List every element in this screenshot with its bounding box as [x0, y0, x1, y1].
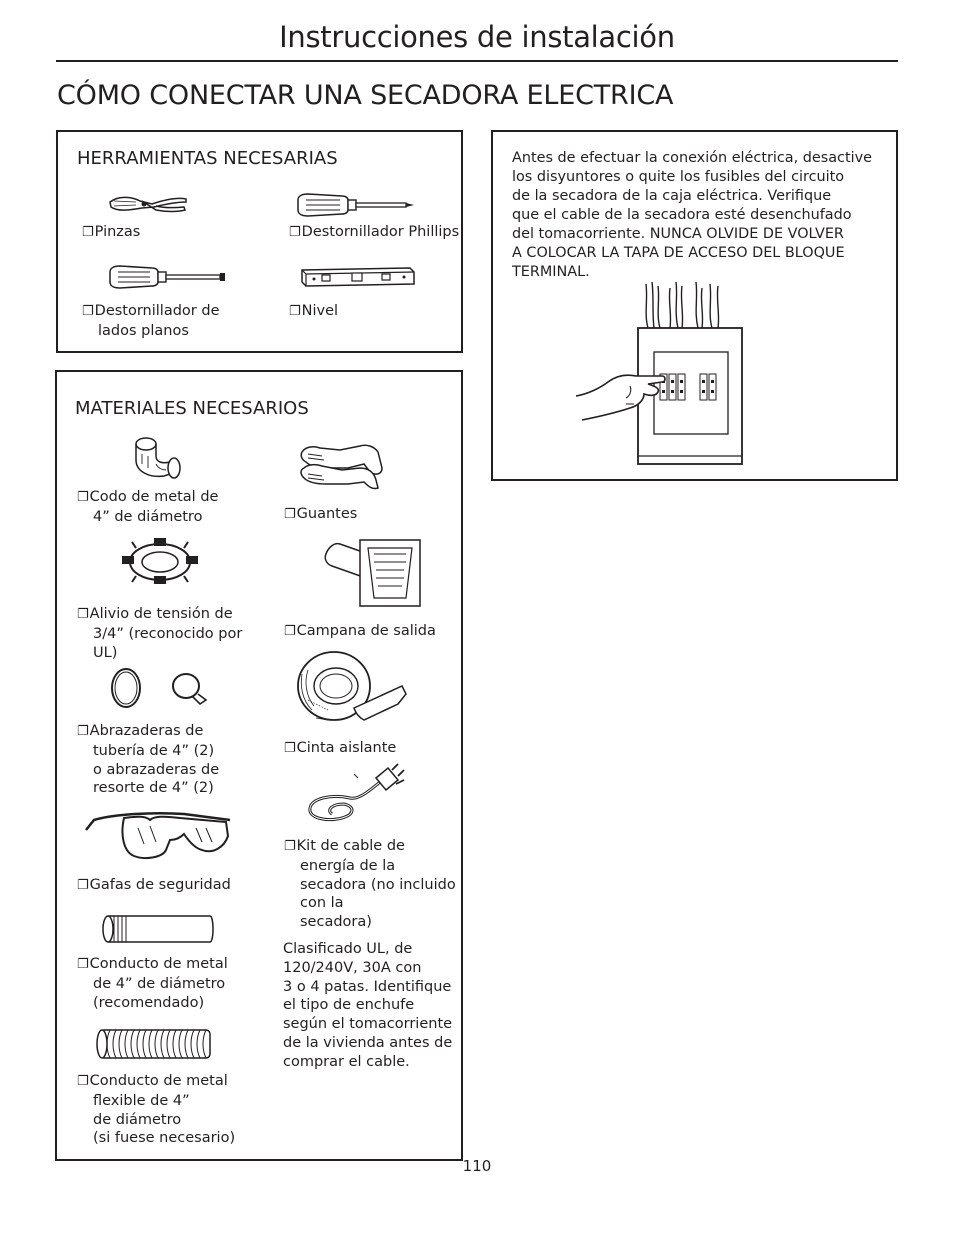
header-divider	[56, 60, 898, 62]
clamps-icon	[106, 666, 212, 710]
tape-roll-icon	[294, 646, 408, 724]
warning-text: Antes de efectuar la conexión eléctrica, desactive los disyuntores o quite los fusibles del circuito de la secadora de la caja eléctrica. Verifique que el cable de la secadora esté desenchufado del tomacorriente. NUNCA OLVIDE DE VOLVER A COLOCAR LA TAPA DE ACCESO DEL BLOQUE TERMINAL.	[512, 150, 872, 280]
materials-title: MATERIALES NECESARIOS	[75, 398, 309, 419]
pliers-icon	[108, 190, 188, 220]
page-header-title: Instrucciones de instalación	[279, 20, 675, 54]
tool-item-flat-screwdriver: ❐Destornillador de lados planos	[82, 303, 220, 339]
tool-item-pliers: ❐Pinzas	[82, 224, 141, 240]
section-title: CÓMO CONECTAR UNA SECADORA ELECTRICA	[57, 80, 674, 111]
gloves-icon	[298, 438, 384, 492]
tool-item-phillips-screwdriver: ❐Destornillador Phillips	[289, 224, 460, 240]
material-item-power-cord: ❐Kit de cable de energía de la secadora (no incluido con la secadora)	[284, 838, 456, 931]
material-item-metal-elbow: ❐Codo de metal de 4” de diámetro	[77, 489, 219, 525]
material-item-exhaust-hood: ❐Campana de salida	[284, 623, 436, 639]
power-cord-icon	[306, 764, 408, 826]
tools-title: HERRAMIENTAS NECESARIAS	[77, 148, 338, 169]
flexible-duct-icon	[94, 1026, 216, 1062]
material-item-tape: ❐Cinta aislante	[284, 740, 397, 756]
material-item-strain-relief: ❐Alivio de tensión de 3/4” (reconocido por UL)	[77, 606, 243, 661]
safety-glasses-icon	[84, 806, 232, 862]
material-item-gloves: ❐Guantes	[284, 506, 358, 522]
page-number: 110	[462, 1157, 492, 1175]
flat-screwdriver-icon	[108, 264, 228, 290]
hand-on-breaker-panel-icon	[574, 280, 749, 468]
strain-relief-icon	[118, 532, 202, 588]
material-item-clamps: ❐Abrazaderas de tubería de 4” (2) o abrazaderas de resorte de 4” (2)	[77, 723, 220, 797]
material-item-rigid-duct: ❐Conducto de metal de 4” de diámetro (recomendado)	[77, 956, 228, 1011]
level-icon	[300, 264, 416, 290]
tool-item-level: ❐Nivel	[289, 303, 339, 319]
rigid-duct-icon	[100, 912, 216, 946]
material-item-flexible-duct: ❐Conducto de metal flexible de 4” de diámetro (si fuese necesario)	[77, 1073, 236, 1147]
material-item-safety-glasses: ❐Gafas de seguridad	[77, 877, 231, 893]
exhaust-hood-icon	[322, 534, 428, 610]
power-cord-note: Clasificado UL, de 120/240V, 30A con 3 o 4 patas. Identifique el tipo de enchufe según el tomacorriente de la vivienda antes de comprar el cable.	[283, 941, 453, 1070]
metal-elbow-icon	[130, 434, 188, 480]
phillips-screwdriver-icon	[296, 192, 418, 218]
